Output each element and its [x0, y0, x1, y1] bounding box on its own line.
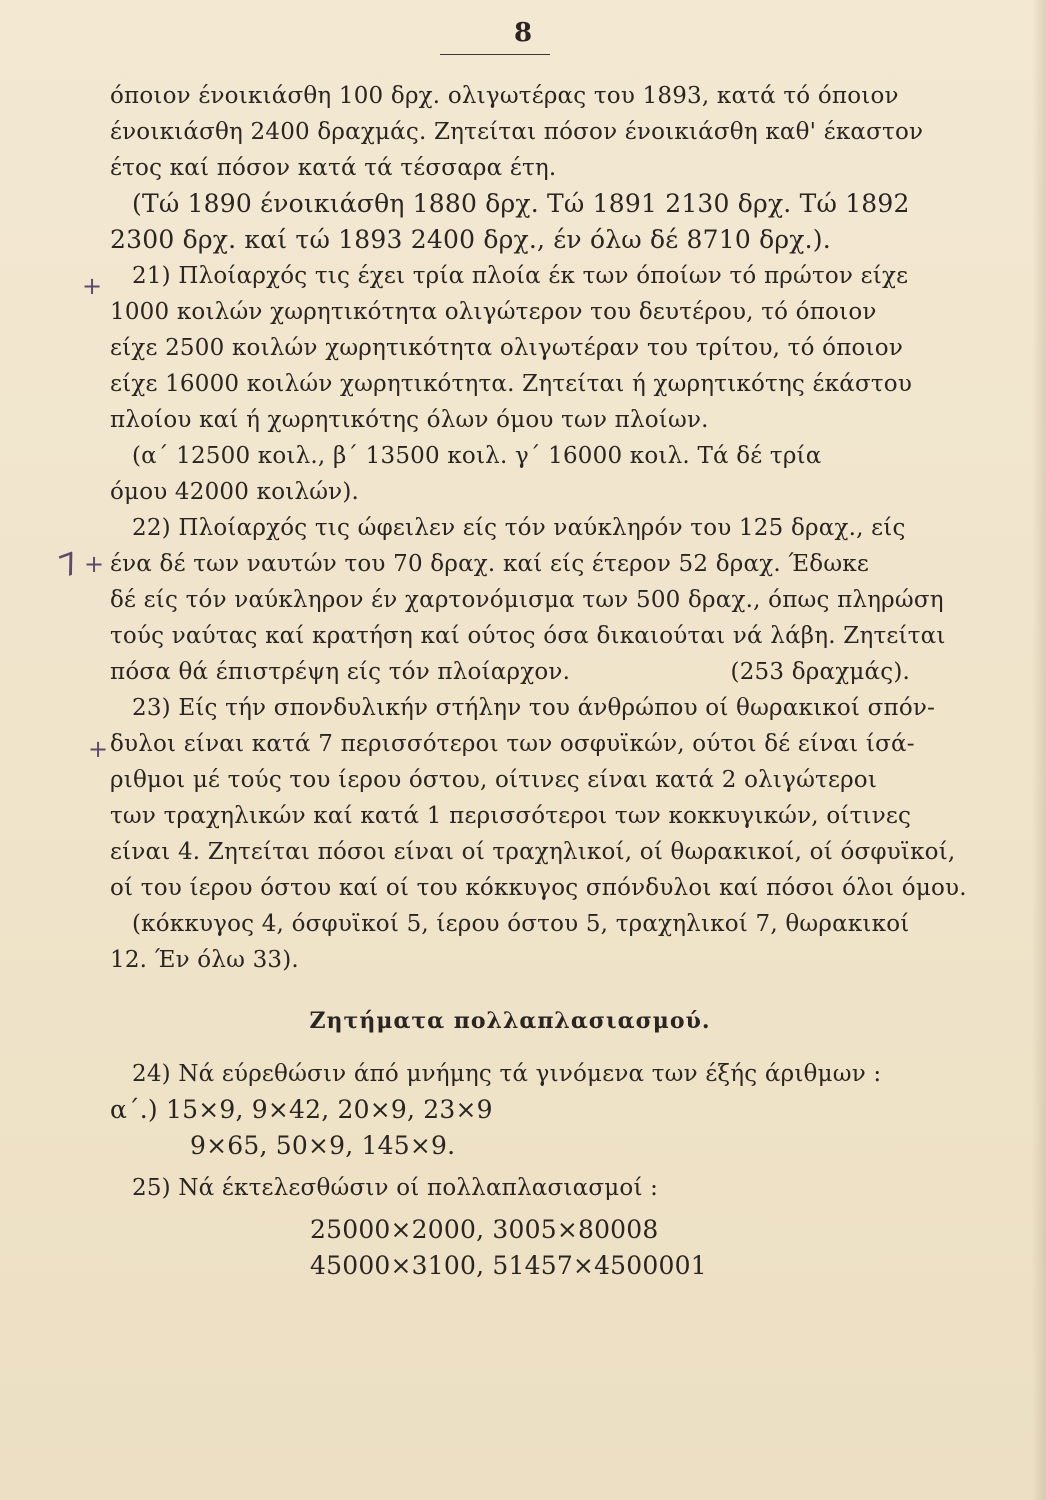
answer-line: (Τώ 1890 ένοικιάσθη 1880 δρχ. Τώ 1891 2130 δρχ. Τώ 1892: [132, 189, 910, 218]
section-heading: Ζητήματα πολλαπλασιασμού.: [309, 1008, 711, 1034]
exercise-line: 45000×3100, 51457×4500001: [310, 1251, 707, 1280]
margin-check-mark-21: +: [82, 272, 103, 300]
answer-line: (κόκκυγος 4, όσφυϊκοί 5, ίερου όστου 5, τραχηλικοί 7, θωρακικοί: [132, 911, 910, 937]
problem-25-line: 25) Νά έκτελεσθώσιν οί πολλαπλασιασμοί :: [132, 1175, 659, 1201]
margin-handwritten-mark: 7: [54, 545, 85, 586]
text-line: είχε 16000 κοιλών χωρητικότητα. Ζητείται ή χωρητικότης έκάστου: [110, 371, 913, 397]
margin-check-mark-23: +: [88, 735, 109, 763]
text-line: οί του ίερου όστου καί οί του κόκκυγος σπόνδυλοι καί πόσοι όλοι όμου.: [110, 875, 967, 901]
text-line: είχε 2500 κοιλών χωρητικότητα ολιγωτέραν του τρίτου, τό όποιον: [110, 335, 904, 361]
problem-22-line: 22) Πλοίαρχός τις ώφειλεν είς τόν ναύκληρόν του 125 δραχ., είς: [132, 515, 906, 541]
page-body: [110, 78, 967, 1284]
problem-21-line: 21) Πλοίαρχός τις έχει τρία πλοία έκ των όποίων τό πρώτον είχε: [132, 263, 909, 289]
text-line-with-answer: [110, 654, 910, 690]
text-line: των τραχηλικών καί κατά 1 περισσότεροι των κοκκυγικών, οίτινες: [110, 803, 912, 829]
answer-line: 2300 δρχ. καί τώ 1893 2400 δρχ., έν όλω δέ 8710 δρχ.).: [110, 225, 831, 254]
exercise-line: α΄.) 15×9, 9×42, 20×9, 23×9: [110, 1095, 493, 1124]
margin-check-mark-22: +: [84, 550, 105, 578]
text-line: έτος καί πόσον κατά τά τέσσαρα έτη.: [110, 155, 557, 181]
exercise-line: 9×65, 50×9, 145×9.: [190, 1131, 456, 1160]
text-line: δέ είς τόν ναύκληρον έν χαρτονόμισμα των 500 δραχ., όπως πληρώση: [110, 587, 944, 613]
text-line: πλοίου καί ή χωρητικότης όλων όμου των πλοίων.: [110, 407, 709, 433]
text-line: 1000 κοιλών χωρητικότητα ολιγώτερον του δευτέρου, τό όποιον: [110, 299, 877, 325]
text-line: ένοικιάσθη 2400 δραχμάς. Ζητείται πόσον ένοικιάσθη καθ' έκαστον: [110, 119, 924, 145]
answer-line: όμου 42000 κοιλών).: [110, 479, 360, 505]
header-rule: [440, 54, 550, 55]
page-number: 8: [513, 18, 533, 48]
text-line: τούς ναύτας καί κρατήση καί ούτος όσα δικαιούται νά λάβη. Ζητείται: [110, 623, 946, 649]
problem-24-line: 24) Νά εύρεθώσιν άπό μνήμης τά γινόμενα των έξής άριθμων :: [132, 1061, 882, 1087]
problem-23-line: 23) Είς τήν σπονδυλικήν στήλην του άνθρώπου οί θωρακικοί σπόν-: [132, 695, 936, 721]
text-line: δυλοι είναι κατά 7 περισσότεροι των οσφυϊκών, ούτοι δέ είναι ίσά-: [110, 731, 915, 757]
text-line: ριθμοι μέ τούς του ίερου όστου, οίτινες είναι κατά 2 ολιγώτεροι: [110, 767, 878, 793]
text-line: όποιον ένοικιάσθη 100 δρχ. ολιγωτέρας του 1893, κατά τό όποιον: [110, 83, 899, 109]
text-line: είναι 4. Ζητείται πόσοι είναι οί τραχηλικοί, οί θωρακικοί, οί όσφυϊκοί,: [110, 839, 956, 865]
answer-segment: (253 δραχμάς).: [730, 659, 910, 685]
answer-line: 12. Έν όλω 33).: [110, 947, 299, 973]
answer-line: (α΄ 12500 κοιλ., β΄ 13500 κοιλ. γ΄ 16000 κοιλ. Τά δέ τρία: [132, 443, 822, 469]
text-segment: πόσα θά έπιστρέψη είς τόν πλοίαρχον.: [110, 659, 571, 685]
text-line: ένα δέ των ναυτών του 70 δραχ. καί είς έτερον 52 δραχ. Έδωκε: [110, 551, 869, 577]
exercise-line: 25000×2000, 3005×80008: [310, 1215, 659, 1244]
